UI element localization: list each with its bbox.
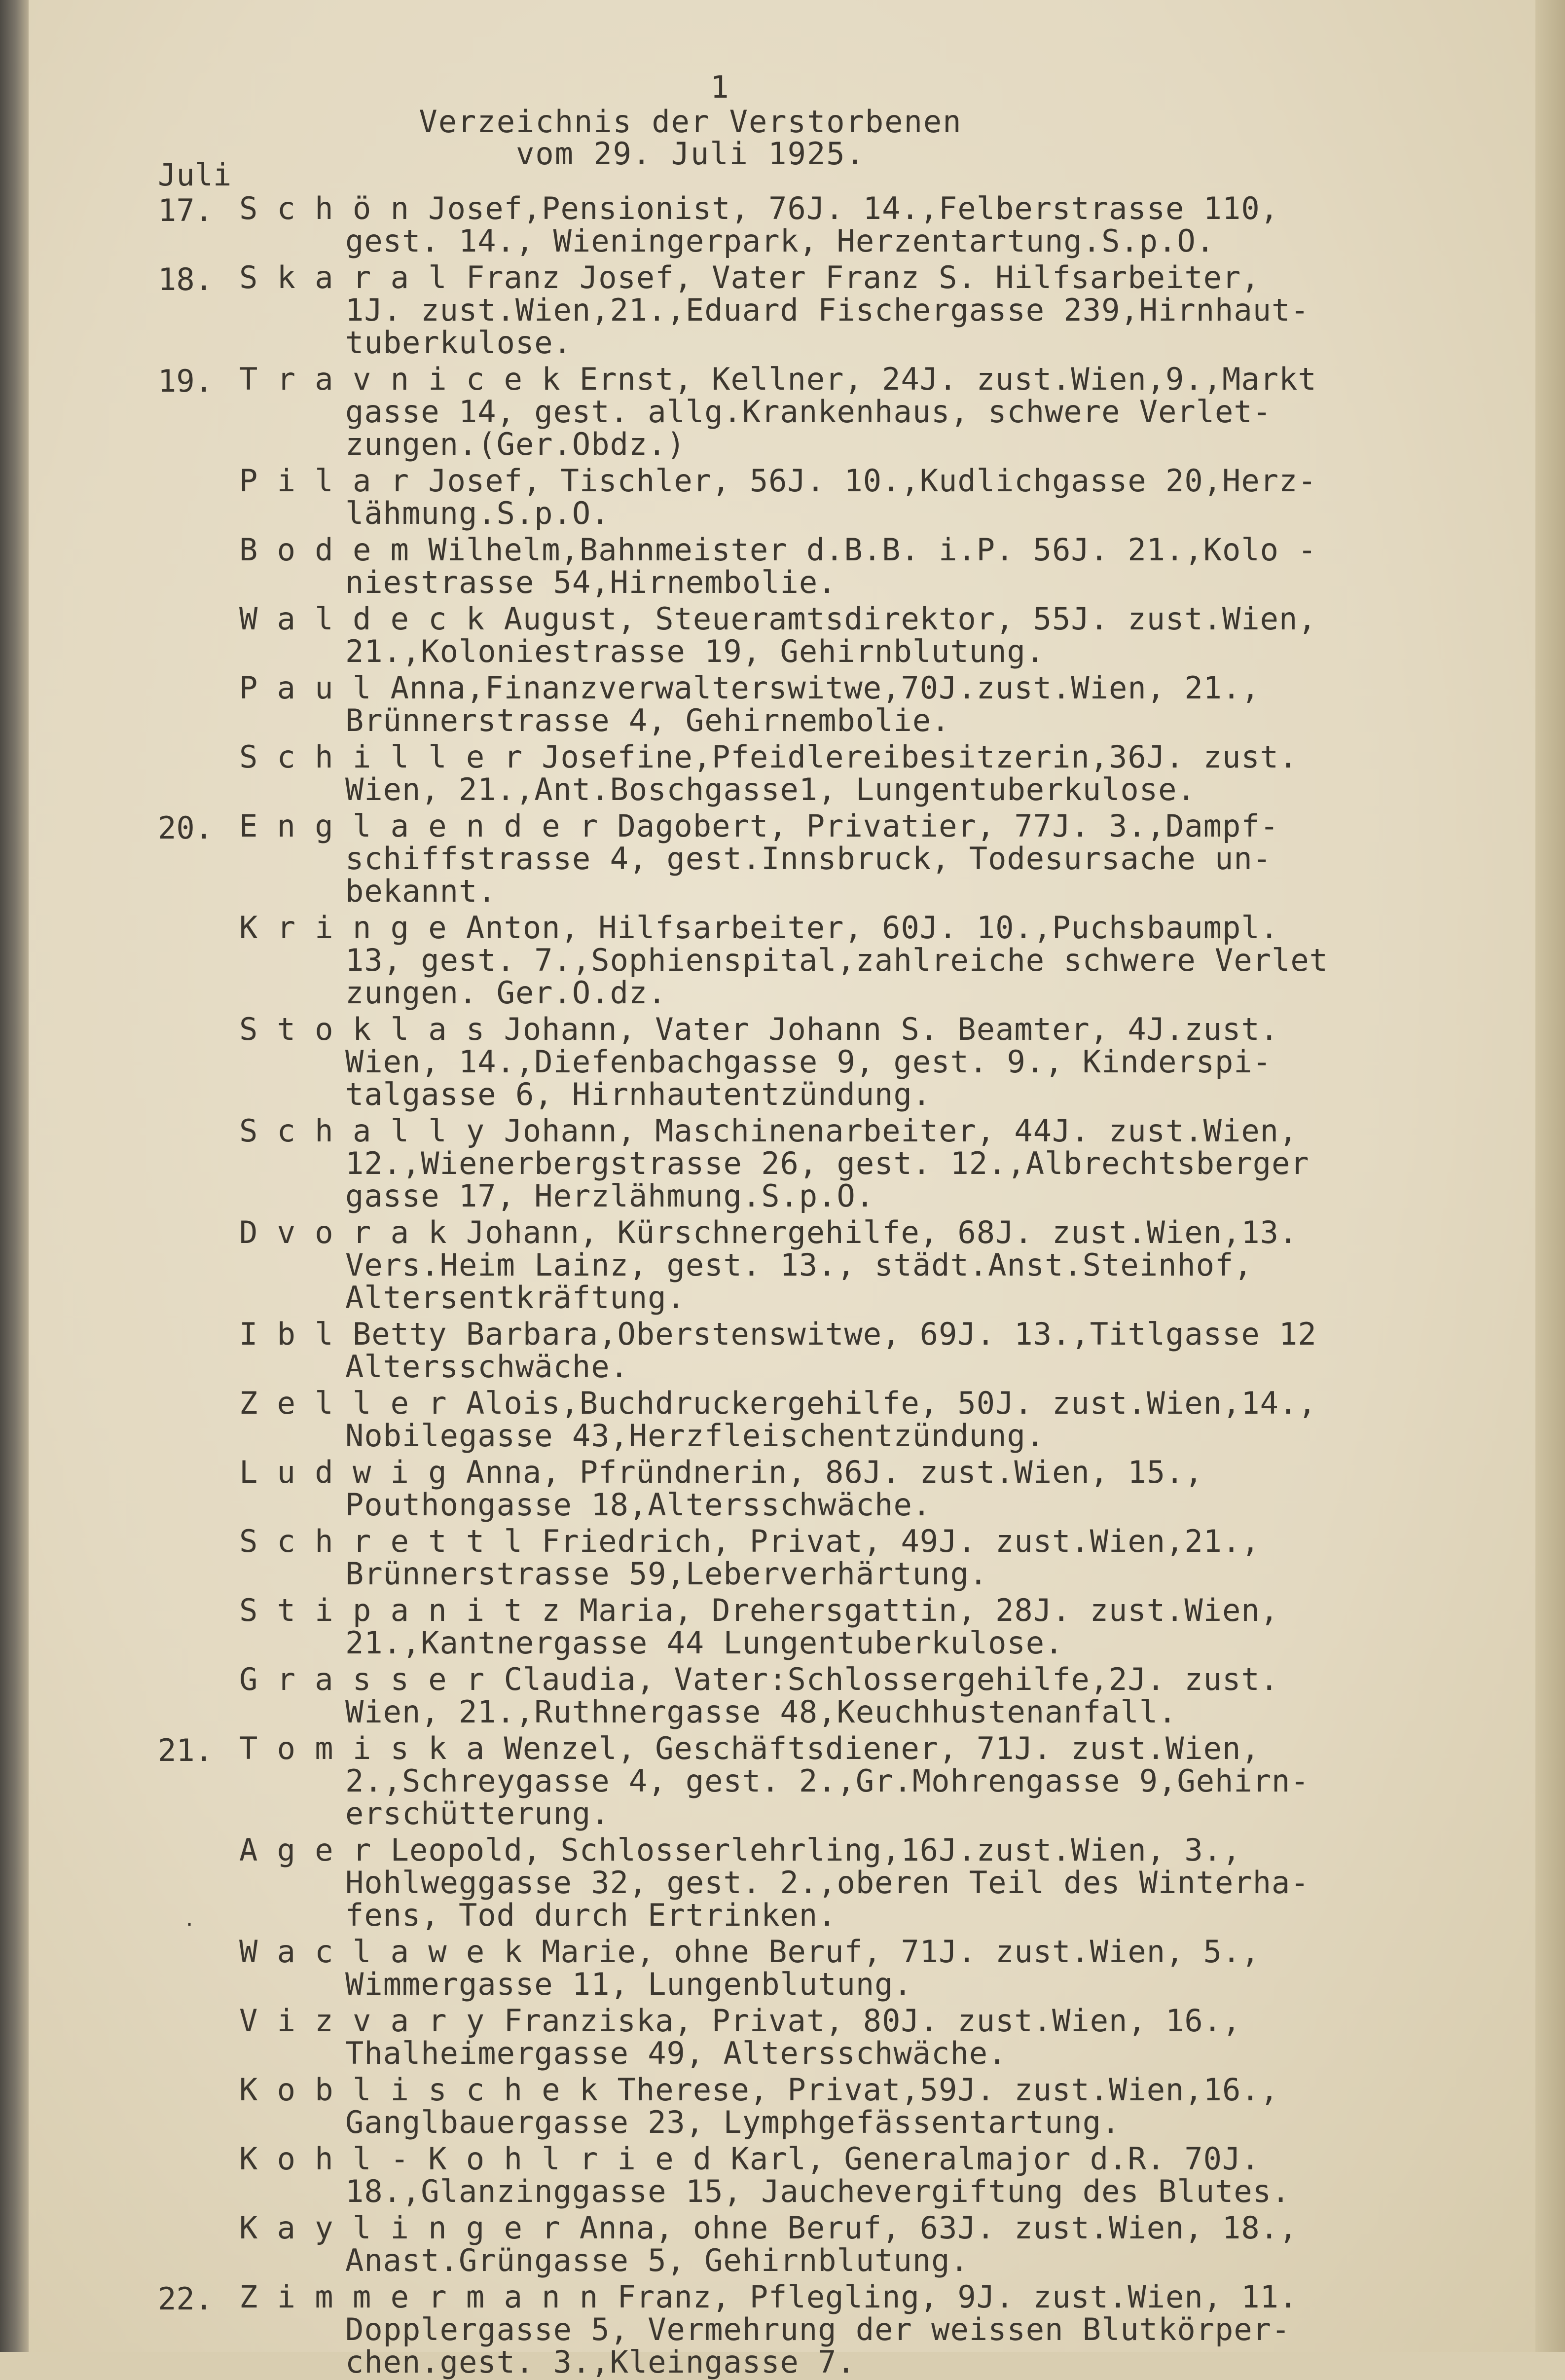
entry-detail-line: Wien, 21.,Ruthnergasse 48,Keuchhustenanfall. bbox=[345, 1694, 1177, 1730]
entry-detail-line: lähmung.S.p.O. bbox=[345, 495, 610, 531]
entry-day: 22. bbox=[158, 2281, 213, 2317]
entry-day: 21. bbox=[158, 1732, 213, 1768]
entry-detail-line: zungen. Ger.O.dz. bbox=[345, 975, 667, 1011]
entry-detail-line: Pouthongasse 18,Altersschwäche. bbox=[345, 1487, 932, 1523]
entry-name-line: P a u l Anna,Finanzverwalterswitwe,70J.zust.Wien, 21., bbox=[239, 670, 1260, 706]
entry-detail-line: Ganglbauergasse 23, Lymphgefässentartung. bbox=[345, 2104, 1121, 2140]
entry-name-line: V i z v a r y Franziska, Privat, 80J. zust.Wien, 16., bbox=[239, 2003, 1241, 2039]
entry-detail-line: Wien, 14.,Diefenbachgasse 9, gest. 9., Kinderspi- bbox=[345, 1044, 1272, 1080]
entry-detail-line: Nobilegasse 43,Herzfleischentzündung. bbox=[345, 1418, 1045, 1454]
entry-detail-line: bekannt. bbox=[345, 873, 497, 909]
entry-name-line: S c h a l l y Johann, Maschinenarbeiter, 44J. zust.Wien, bbox=[239, 1113, 1298, 1149]
entry-detail-line: 12.,Wienerbergstrasse 26, gest. 12.,Albrechtsberger bbox=[345, 1145, 1310, 1181]
entry-name-line: W a c l a w e k Marie, ohne Beruf, 71J. zust.Wien, 5., bbox=[239, 1934, 1260, 1970]
entry-name-line: S c h ö n Josef,Pensionist, 76J. 14.,Felberstrasse 110, bbox=[239, 190, 1279, 226]
document-title: Verzeichnis der Verstorbenen bbox=[419, 104, 962, 140]
entry-name-line: K r i n g e Anton, Hilfsarbeiter, 60J. 10.,Puchsbaumpl. bbox=[239, 910, 1279, 946]
entry-detail-line: Wimmergasse 11, Lungenblutung. bbox=[345, 1966, 912, 2002]
entry-detail-line: talgasse 6, Hirnhautentzündung. bbox=[345, 1076, 932, 1112]
entry-detail-line: 2.,Schreygasse 4, gest. 2.,Gr.Mohrengasse 9,Gehirn- bbox=[345, 1763, 1310, 1799]
entry-detail-line: schiffstrasse 4, gest.Innsbruck, Todesursache un- bbox=[345, 841, 1272, 877]
entry-detail-line: 13, gest. 7.,Sophienspital,zahlreiche schwere Verlet bbox=[345, 942, 1329, 978]
entry-name-line: Z e l l e r Alois,Buchdruckergehilfe, 50J. zust.Wien,14., bbox=[239, 1385, 1317, 1421]
entry-detail-line: fens, Tod durch Ertrinken. bbox=[345, 1897, 837, 1933]
entry-name-line: S c h r e t t l Friedrich, Privat, 49J. zust.Wien,21., bbox=[239, 1523, 1260, 1559]
entry-detail-line: Hohlweggasse 32, gest. 2.,oberen Teil des Winterha- bbox=[345, 1865, 1310, 1901]
entry-name-line: S t i p a n i t z Maria, Drehersgattin, 28J. zust.Wien, bbox=[239, 1592, 1279, 1628]
entry-detail-line: zungen.(Ger.Obdz.) bbox=[345, 426, 686, 462]
book-binding bbox=[0, 0, 29, 2352]
entry-name-line: K a y l i n g e r Anna, ohne Beruf, 63J. zust.Wien, 18., bbox=[239, 2210, 1298, 2246]
page-edge bbox=[1535, 0, 1565, 2352]
entry-name-line: I b l Betty Barbara,Oberstenswitwe, 69J. 13.,Titlgasse 12 bbox=[239, 1316, 1317, 1352]
entry-name-line: E n g l a e n d e r Dagobert, Privatier, 77J. 3.,Dampf- bbox=[239, 808, 1279, 844]
entry-detail-line: gasse 14, gest. allg.Krankenhaus, schwere Verlet- bbox=[345, 394, 1272, 430]
entry-detail-line: 1J. zust.Wien,21.,Eduard Fischergasse 239,Hirnhaut- bbox=[345, 292, 1310, 328]
entry-detail-line: niestrasse 54,Hirnembolie. bbox=[345, 564, 837, 600]
entry-detail-line: 21.,Kantnergasse 44 Lungentuberkulose. bbox=[345, 1625, 1064, 1661]
entry-detail-line: gasse 17, Herzlähmung.S.p.O. bbox=[345, 1178, 875, 1214]
entry-detail-line: Anast.Grüngasse 5, Gehirnblutung. bbox=[345, 2242, 969, 2278]
entry-name-line: S k a r a l Franz Josef, Vater Franz S. Hilfsarbeiter, bbox=[239, 259, 1260, 295]
entry-name-line: S c h i l l e r Josefine,Pfeidlereibesitzerin,36J. zust. bbox=[239, 739, 1298, 775]
entry-detail-line: 21.,Koloniestrasse 19, Gehirnblutung. bbox=[345, 633, 1045, 669]
entry-name-line: A g e r Leopold, Schlosserlehrling,16J.zust.Wien, 3., bbox=[239, 1832, 1241, 1868]
entry-detail-line: Wien, 21.,Ant.Boschgasse1, Lungentuberkulose. bbox=[345, 771, 1196, 807]
entry-detail-line: gest. 14., Wieningerpark, Herzentartung.S.p.O. bbox=[345, 223, 1215, 259]
entry-name-line: T o m i s k a Wenzel, Geschäftsdiener, 71J. zust.Wien, bbox=[239, 1730, 1260, 1766]
entry-name-line: T r a v n i c e k Ernst, Kellner, 24J. zust.Wien,9.,Markt bbox=[239, 361, 1317, 397]
entry-name-line: Z i m m e r m a n n Franz, Pflegling, 9J. zust.Wien, 11. bbox=[239, 2279, 1298, 2315]
entry-day: 19. bbox=[158, 363, 213, 399]
entry-name-line: K o h l - K o h l r i e d Karl, Generalmajor d.R. 70J. bbox=[239, 2141, 1260, 2177]
entry-detail-line: chen.gest. 3.,Kleingasse 7. bbox=[345, 2344, 856, 2380]
entry-name-line: P i l a r Josef, Tischler, 56J. 10.,Kudlichgasse 20,Herz- bbox=[239, 463, 1317, 499]
entry-detail-line: Brünnerstrasse 4, Gehirnembolie. bbox=[345, 702, 950, 738]
entry-name-line: K o b l i s c h e k Therese, Privat,59J. zust.Wien,16., bbox=[239, 2072, 1279, 2108]
entry-detail-line: Brünnerstrasse 59,Leberverhärtung. bbox=[345, 1556, 988, 1592]
entry-name-line: W a l d e c k August, Steueramtsdirektor, 55J. zust.Wien, bbox=[239, 601, 1317, 637]
entry-day: 20. bbox=[158, 810, 213, 846]
document-subtitle: vom 29. Juli 1925. bbox=[516, 136, 865, 172]
month-label: Juli bbox=[158, 157, 232, 193]
page-number: 1 bbox=[710, 69, 730, 105]
entry-name-line: D v o r a k Johann, Kürschnergehilfe, 68J. zust.Wien,13. bbox=[239, 1214, 1298, 1250]
entry-detail-line: Altersentkräftung. bbox=[345, 1280, 686, 1316]
stray-mark: . bbox=[183, 1908, 196, 1931]
entry-name-line: S t o k l a s Johann, Vater Johann S. Beamter, 4J.zust. bbox=[239, 1011, 1279, 1047]
entry-detail-line: Dopplergasse 5, Vermehrung der weissen Blutkörper- bbox=[345, 2311, 1291, 2347]
entry-day: 17. bbox=[158, 192, 213, 228]
entry-day: 18. bbox=[158, 261, 213, 297]
entry-detail-line: 18.,Glanzinggasse 15, Jauchevergiftung des Blutes. bbox=[345, 2173, 1291, 2209]
entry-detail-line: Vers.Heim Lainz, gest. 13., städt.Anst.Steinhof, bbox=[345, 1247, 1253, 1283]
entry-name-line: G r a s s e r Claudia, Vater:Schlossergehilfe,2J. zust. bbox=[239, 1661, 1279, 1697]
entry-detail-line: Altersschwäche. bbox=[345, 1349, 629, 1385]
entry-name-line: B o d e m Wilhelm,Bahnmeister d.B.B. i.P. 56J. 21.,Kolo - bbox=[239, 532, 1317, 568]
entry-detail-line: erschütterung. bbox=[345, 1795, 610, 1831]
entry-detail-line: tuberkulose. bbox=[345, 325, 572, 361]
entry-name-line: L u d w i g Anna, Pfründnerin, 86J. zust.Wien, 15., bbox=[239, 1454, 1203, 1490]
entry-detail-line: Thalheimergasse 49, Altersschwäche. bbox=[345, 2035, 1007, 2071]
